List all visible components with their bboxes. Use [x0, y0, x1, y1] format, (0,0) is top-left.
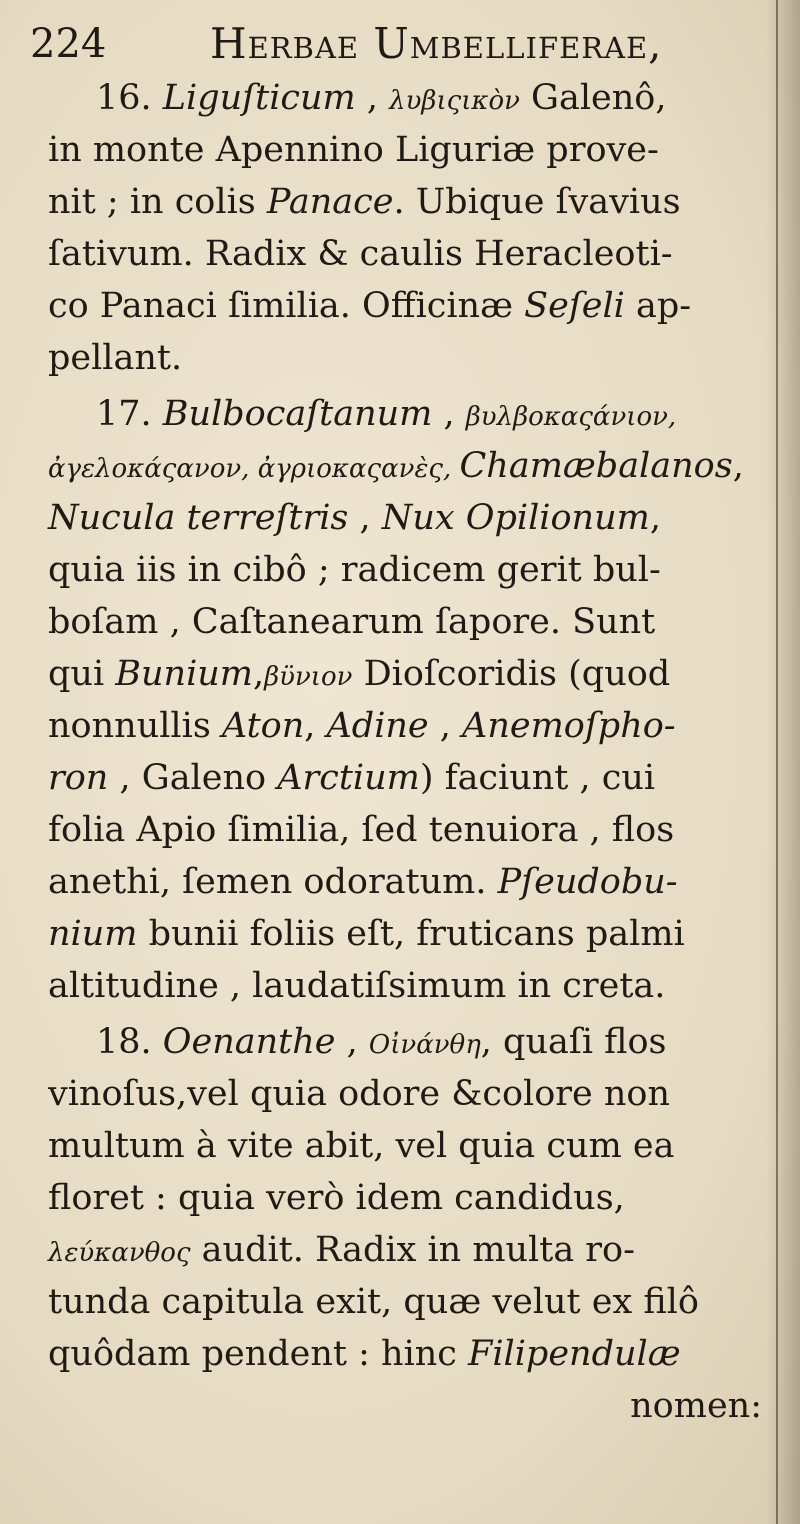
text-line: floret : quia verò idem candidus,: [48, 1178, 625, 1218]
plant-name: Filipendulæ: [468, 1334, 681, 1374]
text-line: vinoſus,vel quia odore &colore non: [48, 1074, 671, 1114]
plant-name: nium: [48, 914, 138, 954]
plant-name: Arctium: [277, 758, 420, 798]
plant-name: Aton: [221, 706, 305, 746]
plant-name: Oenanthe: [162, 1022, 336, 1062]
plant-name: Nucula terreſtris: [48, 498, 349, 538]
text-line: ſativum. Radix & caulis Heracleoti-: [48, 234, 673, 274]
plant-name: Seſeli: [524, 286, 625, 326]
plant-name: Adine: [326, 706, 429, 746]
text-line: quôdam pendent : hinc Filipendulæ: [48, 1334, 681, 1374]
text-line: Nucula terreſtris , Nux Opilionum,: [48, 498, 661, 538]
catchword: nomen:: [630, 1386, 762, 1426]
greek-name: λεύκανθος: [48, 1238, 191, 1268]
text-line: quia iis in cibô ; radicem gerit bul-: [48, 550, 661, 590]
text-line: in monte Apennino Liguriæ prove-: [48, 130, 659, 170]
running-title: Herbae Umbelliferae,: [210, 19, 663, 68]
greek-name: Οἰνάνθη: [368, 1030, 481, 1060]
plant-name: Liguſticum: [162, 78, 356, 118]
page-edge: [776, 0, 778, 1524]
plant-name: Nux Opilionum: [381, 498, 650, 538]
page-number: 224: [30, 21, 107, 67]
text-line: anethi, ſemen odoratum. Pſeudobu-: [48, 862, 678, 902]
text-line: boſam , Caſtanearum ſapore. Sunt: [48, 602, 656, 642]
text-line: nit ; in colis Panace. Ubique ſvavius: [48, 182, 681, 222]
text-line: multum à vite abit, vel quia cum ea: [48, 1126, 675, 1166]
plant-name: Panace: [266, 182, 394, 222]
plant-name: Pſeudobu-: [497, 862, 678, 902]
plant-name: Chamæbalanos: [459, 446, 733, 486]
text-line: co Panaci ſimilia. Officinæ Seſeli ap-: [48, 286, 692, 326]
running-header: [30, 14, 770, 74]
text-line: tunda capitula exit, quæ velut ex filô: [48, 1282, 699, 1322]
text-line: pellant.: [48, 338, 183, 378]
greek-name: βϋνιον: [264, 662, 353, 692]
text-line: folia Apio ſimilia, ſed tenuiora , flos: [48, 810, 675, 850]
text-line: nium bunii foliis eſt, fruticans palmi: [48, 914, 685, 954]
greek-name: ἀγελοκάςανον, ἀγριοκαςανὲς,: [48, 454, 460, 484]
text-line: 16. Liguſticum , λυβιςικὸν Galenô,: [96, 78, 667, 118]
text-line: 18. Oenanthe , Οἰνάνθη, quaſi flos: [96, 1022, 667, 1062]
greek-name: λυβιςικὸν: [389, 86, 520, 116]
plant-name: Bunium: [115, 654, 253, 694]
plant-name: ron: [48, 758, 109, 798]
text-line: nonnullis Aton, Adine , Anemoſpho-: [48, 706, 676, 746]
text-line: ron , Galeno Arctium) faciunt , cui: [48, 758, 656, 798]
text-line: altitudine , laudatiſsimum in creta.: [48, 966, 666, 1006]
plant-name: Bulbocaſtanum: [162, 394, 433, 434]
plant-name: Anemoſpho-: [462, 706, 676, 746]
page-gutter-shadow: [766, 0, 800, 1524]
greek-name: βυλβοκαςάνιον,: [465, 402, 677, 432]
text-line: 17. Bulbocaſtanum , βυλβοκαςάνιον,: [96, 394, 677, 434]
text-line: qui Bunium,βϋνιον Dioſcoridis (quod: [48, 654, 671, 694]
text-line: λεύκανθος audit. Radix in multa ro-: [48, 1230, 635, 1270]
text-line: ἀγελοκάςανον, ἀγριοκαςανὲς, Chamæbalanos,: [48, 446, 744, 486]
